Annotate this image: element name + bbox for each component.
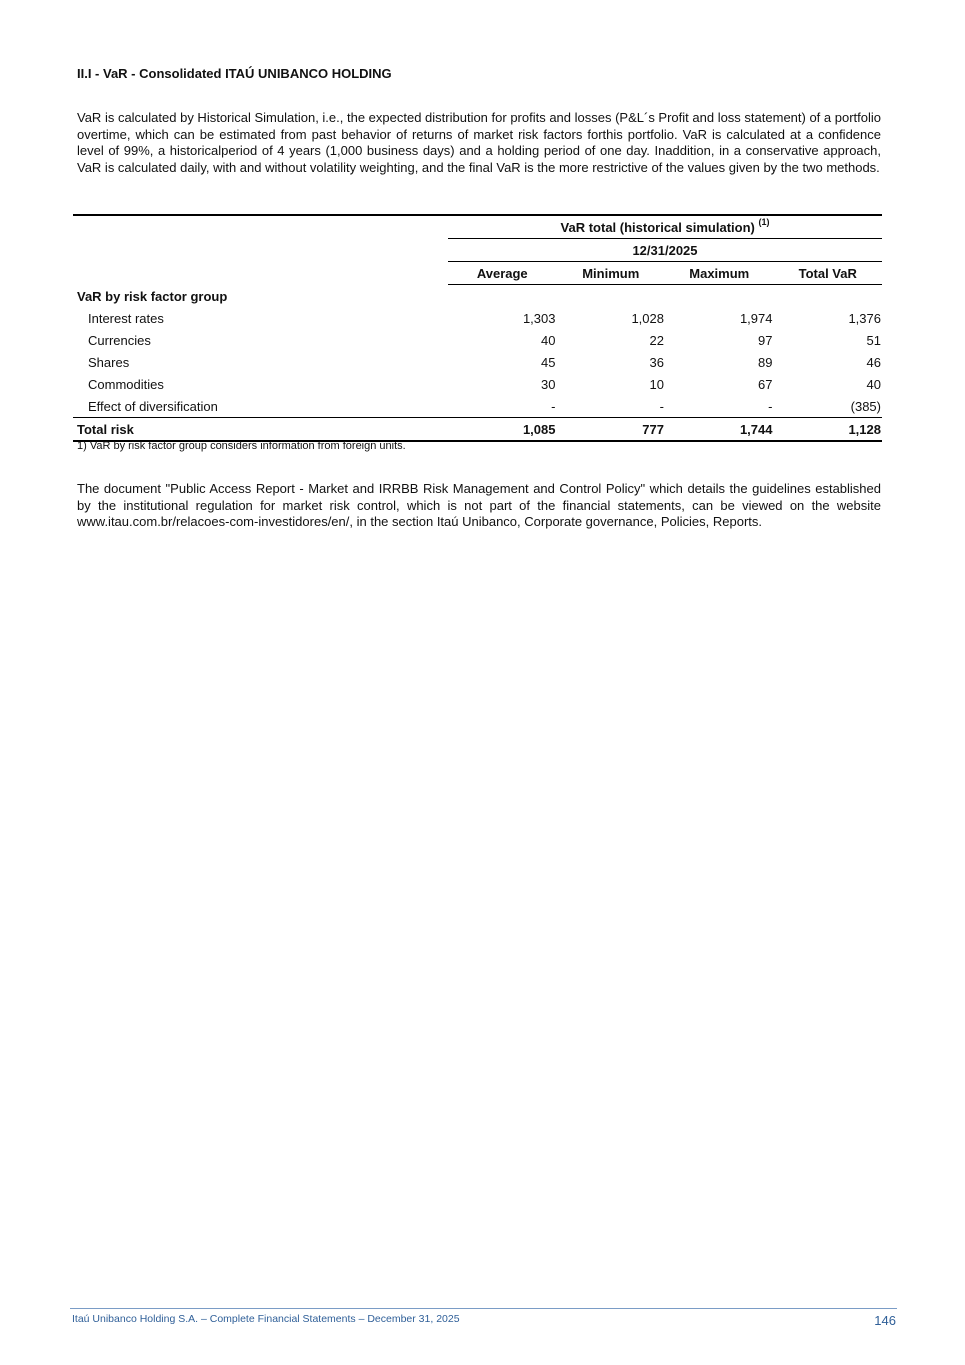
footer-divider [70,1308,897,1309]
total-label: Total risk [73,418,448,442]
cell-maximum: 1,974 [739,310,773,326]
cell-average: 40 [541,332,556,348]
total-average: 1,085 [448,418,557,442]
table-footnote: 1) VaR by risk factor group considers information from foreign units. [77,440,406,452]
cell-average: 45 [541,354,556,370]
column-header-average: Average [448,262,557,285]
cell-minimum: 36 [649,354,664,370]
cell-total-var: 40 [866,376,881,392]
total-minimum: 777 [557,418,666,442]
cell-minimum: - [659,398,664,414]
row-label: Shares [88,354,130,370]
table-row [73,329,882,351]
cell-total-var: 51 [866,332,881,348]
column-header-minimum: Minimum [557,262,666,285]
footer-text: Itaú Unibanco Holding S.A. – Complete Financial Statements – December 31, 2025 [72,1313,460,1325]
cell-total-var: 46 [866,354,881,370]
cell-maximum: 97 [758,332,773,348]
table-row [73,307,882,329]
table-group-header-note: (1) [758,216,770,227]
closing-paragraph: The document "Public Access Report - Market and IRRBB Risk Management and Control Policy" which details the guidelines established by the institutional regulation for market risk control, which is not part of the financial statements, can be viewed on the website www.itau.com.br/relacoes-com-investidores/en/, in the section Itaú Unibanco, Corporate governance, Policies, Reports. [77,481,881,529]
cell-maximum: - [768,398,773,414]
cell-minimum: 10 [649,376,664,392]
cell-minimum: 22 [649,332,664,348]
cell-average: 1,303 [522,310,556,326]
row-label: Interest rates [88,310,164,326]
table-row [73,395,882,418]
cell-average: 30 [541,376,556,392]
cell-average: - [551,398,556,414]
row-label: Effect of diversification [88,398,218,414]
cell-minimum: 1,028 [631,310,664,326]
total-total-var: 1,128 [774,418,883,442]
var-table [73,214,882,442]
total-maximum: 1,744 [665,418,774,442]
row-label: Currencies [88,332,151,348]
cell-total-var: 1,376 [848,310,881,326]
table-section-label: VaR by risk factor group [77,288,228,304]
total-row [73,418,882,442]
table-row [73,351,882,373]
section-title: II.I - VaR - Consolidated ITAÚ UNIBANCO HOLDING [77,66,392,81]
table-group-header: VaR total (historical simulation) $^{(1)}$ [448,216,882,239]
cell-total-var: (385) [850,398,881,414]
cell-maximum: 89 [758,354,773,370]
page-number: 146 [874,1313,896,1328]
intro-paragraph: VaR is calculated by Historical Simulation, i.e., the expected distribution for profits and losses (P&L´s Profit and loss statement) of a portfolio overtime, which can be estimated from past behavior of returns of market risk factors forthis portfolio. VaR is calculated at a confidence level of 99%, a historicalperiod of 4 years (1,000 business days) and a holding period of one day. Inaddition, in a conservative approach, VaR is calculated daily, with and without volatility weighting, and the final VaR is the more restrictive of the values given by the two methods. [77,110,881,175]
cell-maximum: 67 [758,376,773,392]
column-header-maximum: Maximum [665,262,774,285]
row-label: Commodities [88,376,164,392]
table-date-header: 12/31/2025 [448,239,882,262]
table-row [73,373,882,395]
column-header-total-var: Total VaR [774,262,883,285]
